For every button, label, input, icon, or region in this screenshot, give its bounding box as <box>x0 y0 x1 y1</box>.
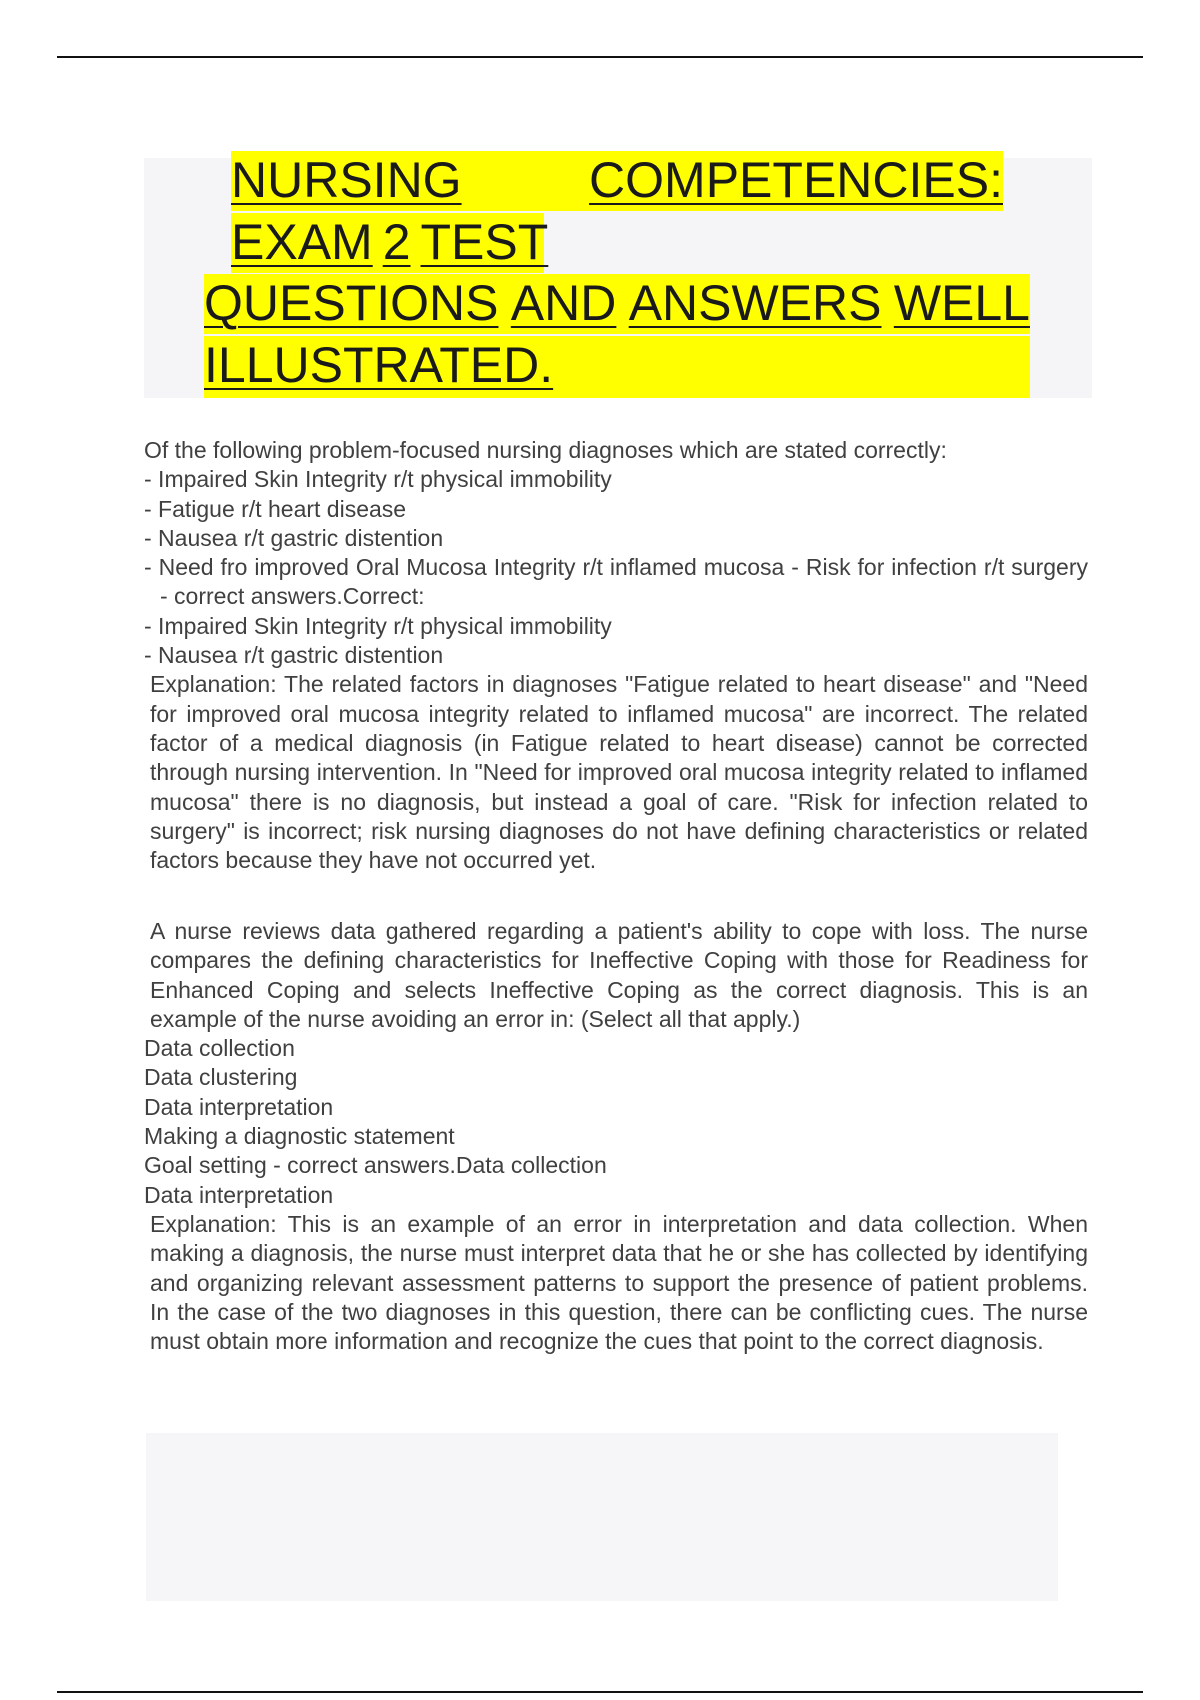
title-word-well: WELL <box>893 275 1030 331</box>
question-2-explanation: Explanation: This is an example of an error in interpretation and data collection. When making a diagnosis, the nurse must interpret data that he or she has collected by identifying and organizing relevant assessment patterns to support the presence of patient problems. In the case of the two diagnoses in this question, there can be conflicting cues. The nurse must obtain more information and recognize the cues that point to the correct diagnosis. <box>150 1210 1088 1355</box>
question-1-option: - Nausea r/t gastric distention <box>144 524 444 551</box>
question-1-answer: - Nausea r/t gastric distention <box>144 642 444 669</box>
title-word-questions: QUESTIONS <box>204 275 499 331</box>
title-line-2 <box>231 213 549 273</box>
question-2-answer: Data interpretation <box>144 1181 334 1208</box>
title-line-3 <box>204 274 1030 334</box>
question-2-option: Making a diagnostic statement <box>144 1123 455 1150</box>
question-1-option: - Fatigue r/t heart disease <box>144 495 407 522</box>
question-1-explanation: Explanation: The related factors in diagnoses "Fatigue related to heart disease" and "Need for improved oral mucosa integrity related to inflamed mucosa" are incorrect. The related factor of a medical diagnosis (in Fatigue related to heart disease) cannot be corrected through nursing intervention. In "Need for improved oral mucosa integrity related to inflamed mucosa" there is no diagnosis, but instead a goal of care. "Risk for infection related to surgery" is incorrect; risk nursing diagnoses do not have defining characteristics or related factors because they have not occurred yet. <box>150 671 1088 874</box>
question-1-option-with-answer-marker: - Need fro improved Oral Mucosa Integrity r/t inflamed mucosa - Risk for infection r/t surgery - correct answers.Correct: <box>144 554 1088 610</box>
title-word-competencies: COMPETENCIES: <box>589 152 1003 208</box>
title-word-exam: EXAM <box>231 214 373 270</box>
title-word-and: AND <box>510 275 617 331</box>
question-1-answer: - Impaired Skin Integrity r/t physical immobility <box>144 612 612 639</box>
question-2-option: Data interpretation <box>144 1093 334 1120</box>
title-word-answers: ANSWERS <box>628 275 882 331</box>
blurred-content-placeholder <box>146 1433 1058 1601</box>
title-line-4 <box>204 336 1030 398</box>
page-bottom-rule <box>57 1691 1143 1693</box>
title-word-nursing: NURSING <box>231 152 462 208</box>
question-1-stem: Of the following problem-focused nursing diagnoses which are stated correctly: <box>144 437 947 463</box>
question-2-option: Data clustering <box>144 1064 298 1091</box>
question-2-option: Data collection <box>144 1035 295 1062</box>
page-top-rule <box>57 56 1143 58</box>
question-2-stem: A nurse reviews data gathered regarding a patient's ability to cope with loss. The nurse compares the defining characteristics for Ineffective Coping with those for Readiness for Enhanced Coping and selects Ineffective Coping as the correct diagnosis. This is an example of the nurse avoiding an error in: (Select all that apply.) <box>150 918 1088 1032</box>
title-word-illustrated: ILLUSTRATED. <box>204 337 554 393</box>
question-2-block <box>144 917 1088 1356</box>
title-line-1 <box>231 151 1003 211</box>
title-word-test: TEST <box>420 214 549 270</box>
question-1-option: - Impaired Skin Integrity r/t physical immobility <box>144 466 612 493</box>
question-1-block <box>144 436 1088 875</box>
title-word-2: 2 <box>382 214 411 270</box>
question-2-option-with-answer-marker: Goal setting - correct answers.Data collection <box>144 1152 607 1179</box>
